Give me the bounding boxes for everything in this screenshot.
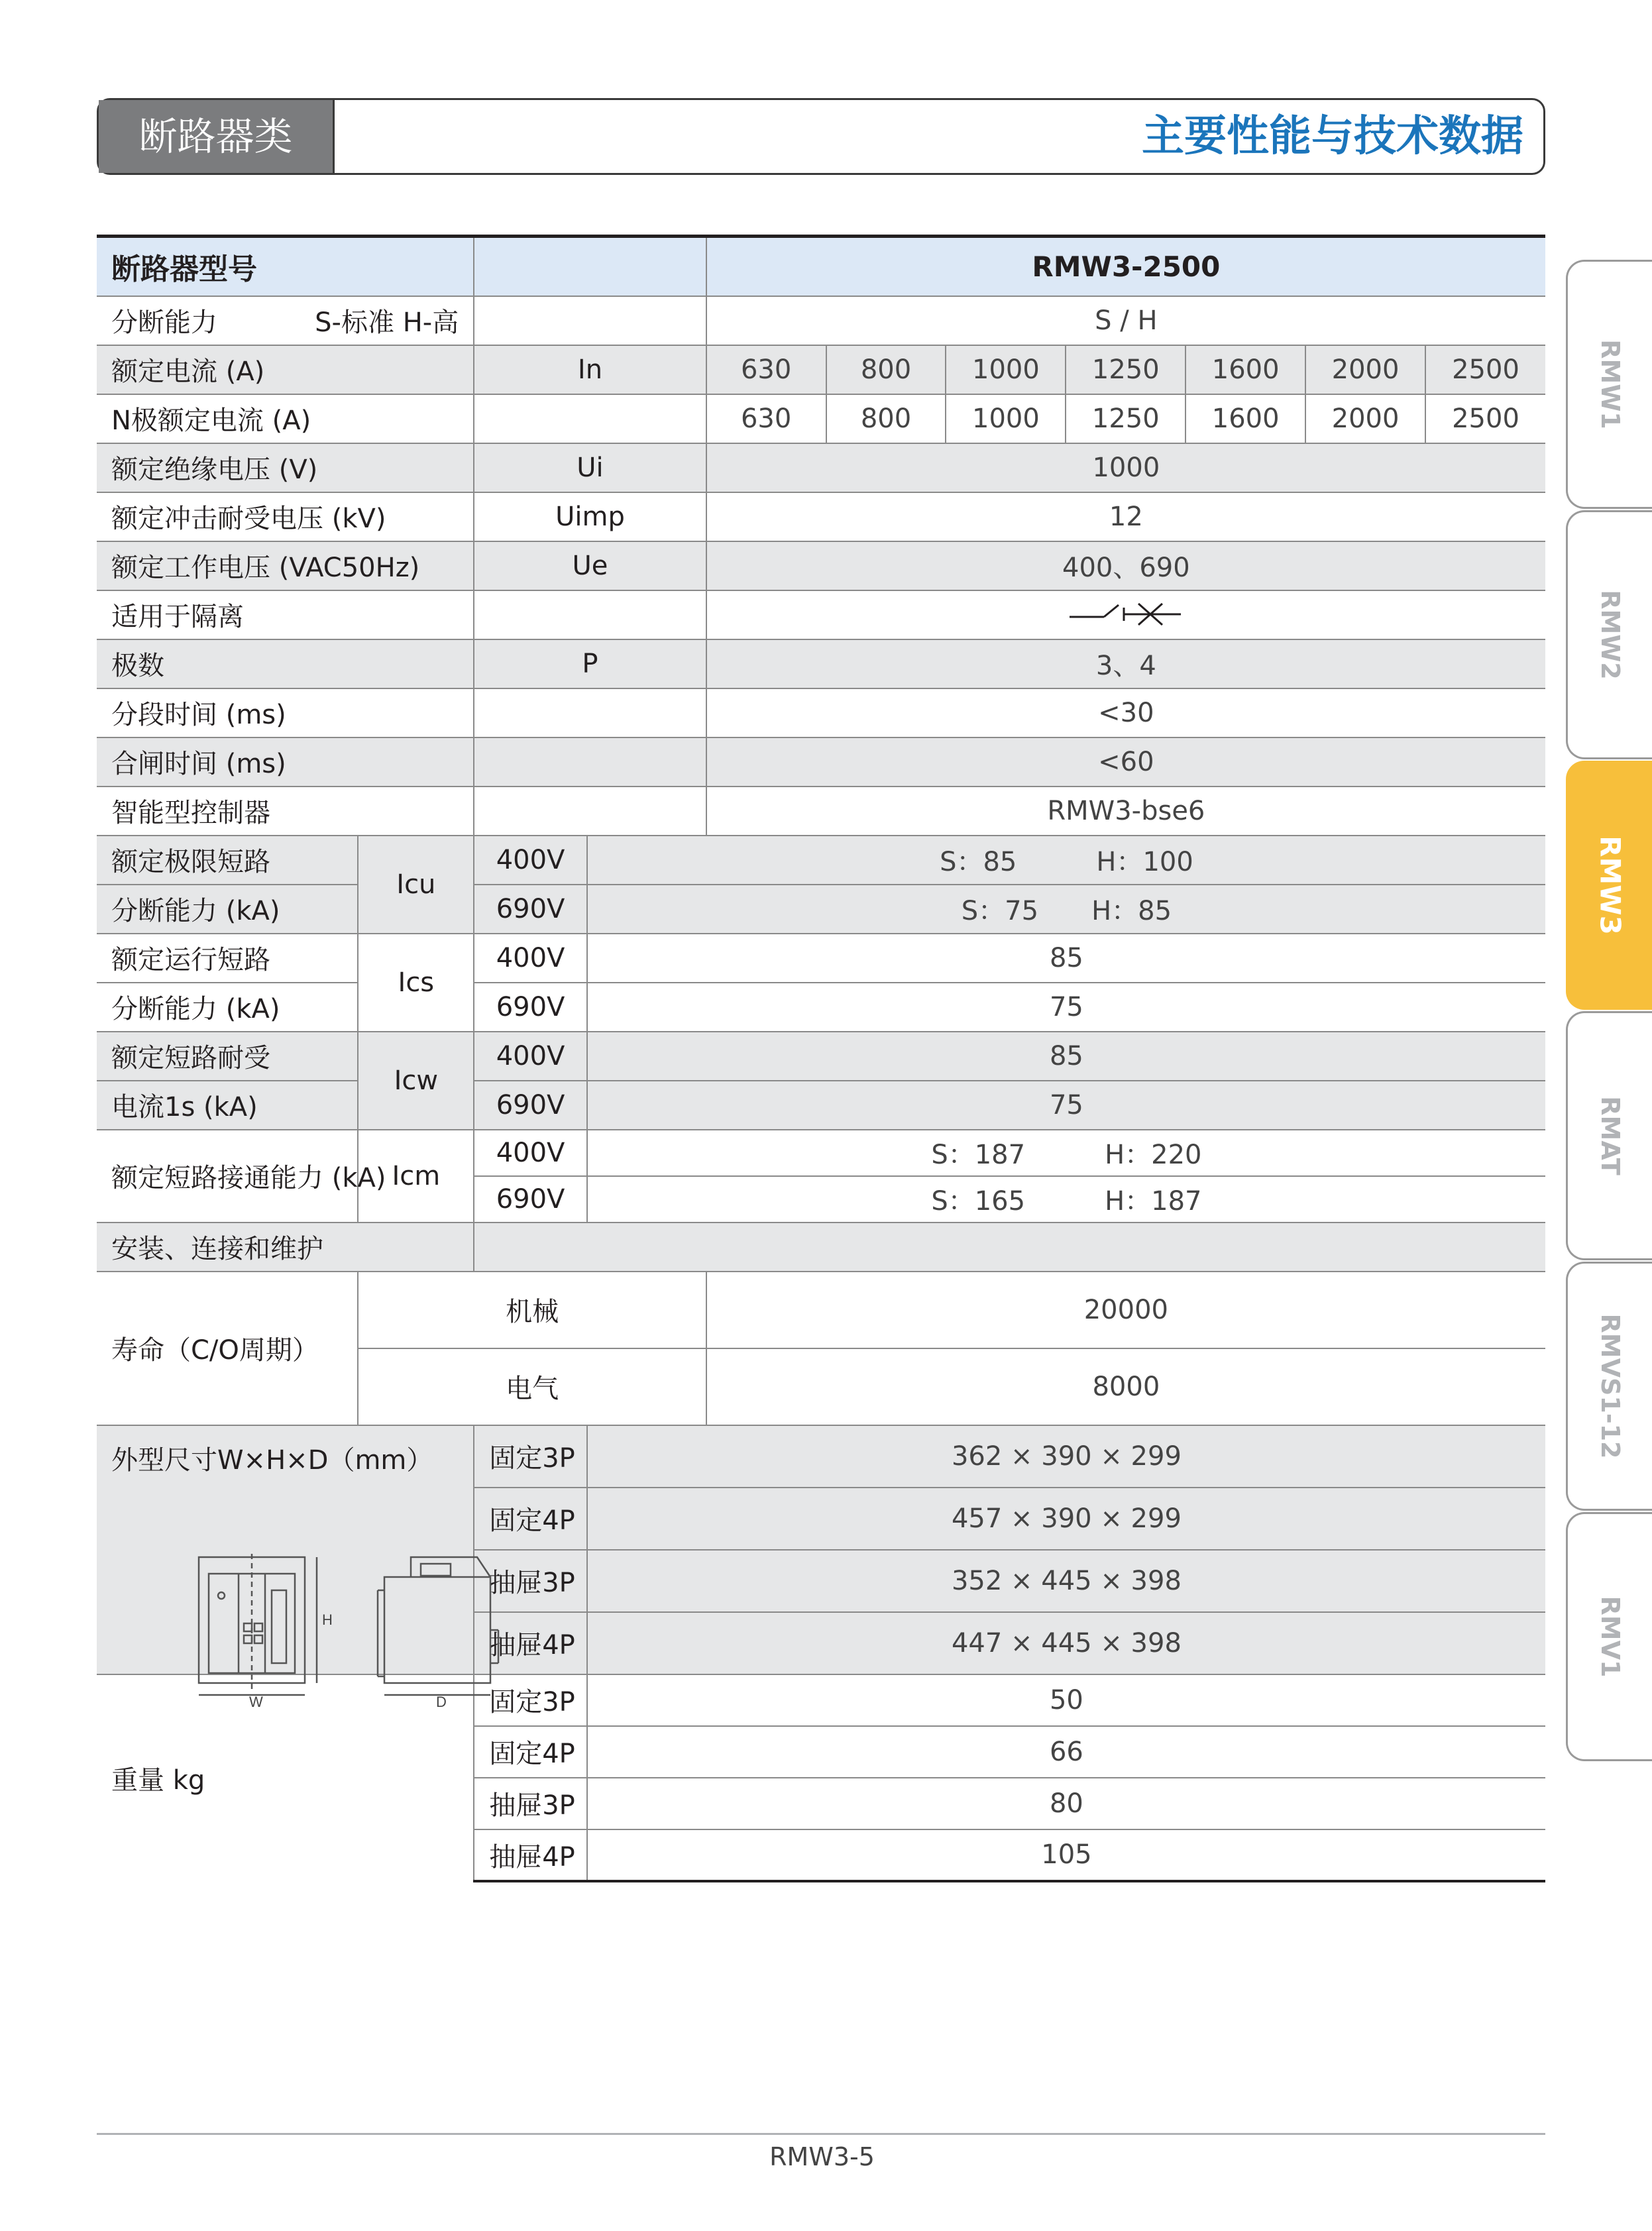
row-value: 12 xyxy=(706,492,1545,541)
voltage-label: 400V xyxy=(474,836,587,885)
row-label: 寿命（C/O周期） xyxy=(97,1272,358,1425)
current-value: 800 xyxy=(826,394,946,443)
row-label: 外型尺寸W×H×D（mm） xyxy=(111,1444,433,1476)
row-value: <30 xyxy=(706,688,1545,737)
row-value: 50 xyxy=(587,1674,1545,1726)
row-label: 适用于隔离 xyxy=(97,590,474,639)
width-label: W xyxy=(249,1694,263,1710)
voltage-label: 690V xyxy=(474,1176,587,1223)
row-value: 80 xyxy=(587,1778,1545,1829)
isolation-symbol-icon xyxy=(1070,598,1182,625)
row-label: 额定电流 (A) xyxy=(97,345,474,394)
row-label: 额定冲击耐受电压 (kV) xyxy=(97,492,474,541)
row-symbol: Uimp xyxy=(474,492,706,541)
voltage-label: 400V xyxy=(474,1130,587,1176)
table-row xyxy=(97,836,1545,885)
row-label: N极额定电流 (A) xyxy=(97,394,474,443)
table-row xyxy=(97,787,1545,836)
row-label: 分断能力 (kA) xyxy=(97,983,358,1032)
table-row xyxy=(97,541,1545,590)
row-value: S：187 H：220 xyxy=(587,1130,1545,1176)
row-value: 75 xyxy=(587,1081,1545,1130)
weight-type: 固定4P xyxy=(474,1726,587,1778)
table-row xyxy=(97,983,1545,1032)
row-label: 额定工作电压 (VAC50Hz) xyxy=(97,541,474,590)
row-value: 20000 xyxy=(706,1272,1545,1348)
row-value: <60 xyxy=(706,737,1545,787)
row-value: S：85 H：100 xyxy=(587,836,1545,885)
row-symbol: Icm xyxy=(358,1130,474,1223)
height-label: H xyxy=(322,1611,333,1628)
side-tab-rmvs1-12[interactable]: RMVS1-12 xyxy=(1566,1262,1652,1511)
row-label: 分段时间 (ms) xyxy=(97,688,474,737)
page-title: 主要性能与技术数据 xyxy=(1142,112,1523,161)
row-label: 分断能力 xyxy=(111,307,217,338)
side-tab-rmw3[interactable]: RMW3 xyxy=(1566,761,1652,1010)
current-value: 1000 xyxy=(946,345,1066,394)
life-mech-label: 机械 xyxy=(358,1272,706,1348)
row-label: 智能型控制器 xyxy=(97,787,474,836)
table-header-row xyxy=(97,237,1545,296)
table-row xyxy=(97,1032,1545,1081)
voltage-label: 690V xyxy=(474,1081,587,1130)
current-value: 2000 xyxy=(1305,394,1425,443)
row-label: 安装、连接和维护 xyxy=(97,1223,474,1272)
row-symbol: In xyxy=(474,345,706,394)
current-value: 2500 xyxy=(1425,345,1545,394)
weight-type: 抽屉4P xyxy=(474,1829,587,1881)
row-value: 447 × 445 × 398 xyxy=(587,1612,1545,1674)
page-header xyxy=(97,98,1545,175)
current-value: 1250 xyxy=(1066,394,1185,443)
row-symbol: Icu xyxy=(358,836,474,934)
row-value: 8000 xyxy=(706,1348,1545,1425)
row-value: 85 xyxy=(587,934,1545,983)
row-value: 1000 xyxy=(706,443,1545,492)
voltage-label: 690V xyxy=(474,885,587,934)
dimension-drawing xyxy=(186,1551,530,1710)
table-row xyxy=(97,1425,1545,1488)
row-value: 105 xyxy=(587,1829,1545,1881)
current-value: 630 xyxy=(706,394,826,443)
row-label: 额定运行短路 xyxy=(97,934,358,983)
weight-type: 抽屉3P xyxy=(474,1778,587,1829)
weight-type: 固定3P xyxy=(474,1674,587,1726)
table-row xyxy=(97,443,1545,492)
row-label: 重量 kg xyxy=(97,1674,474,1881)
life-elec-label: 电气 xyxy=(358,1348,706,1425)
current-value: 1600 xyxy=(1185,394,1305,443)
table-row xyxy=(97,1130,1545,1176)
table-row xyxy=(97,1223,1545,1272)
depth-label: D xyxy=(436,1694,447,1710)
row-label: 额定短路接通能力 (kA) xyxy=(97,1130,358,1223)
current-value: 800 xyxy=(826,345,946,394)
current-value: 1600 xyxy=(1185,345,1305,394)
dim-type: 抽屉4P xyxy=(474,1612,587,1674)
dim-type: 固定3P xyxy=(474,1425,587,1488)
model-label: 断路器型号 xyxy=(97,237,474,296)
row-label: 额定短路耐受 xyxy=(97,1032,358,1081)
side-tab-rmv1[interactable]: RMV1 xyxy=(1566,1512,1652,1761)
table-row xyxy=(97,590,1545,639)
dim-type: 固定4P xyxy=(474,1488,587,1550)
row-value: 457 × 390 × 299 xyxy=(587,1488,1545,1550)
row-value: 85 xyxy=(587,1032,1545,1081)
current-value: 2000 xyxy=(1305,345,1425,394)
row-label: 电流1s (kA) xyxy=(97,1081,358,1130)
row-value: S：165 H：187 xyxy=(587,1176,1545,1223)
row-value: 362 × 390 × 299 xyxy=(587,1425,1545,1488)
voltage-label: 400V xyxy=(474,1032,587,1081)
row-symbol: P xyxy=(474,639,706,688)
table-row xyxy=(97,1081,1545,1130)
model-name: RMW3-2500 xyxy=(706,237,1545,296)
row-label: 额定极限短路 xyxy=(97,836,358,885)
category-label: 断路器类 xyxy=(99,100,335,173)
row-value: 75 xyxy=(587,983,1545,1032)
row-label: 额定绝缘电压 (V) xyxy=(97,443,474,492)
current-value: 630 xyxy=(706,345,826,394)
breaking-types: S-标准 H-高 xyxy=(315,307,459,338)
row-value: S / H xyxy=(706,296,1545,345)
row-symbol: Ics xyxy=(358,934,474,1032)
row-symbol: Icw xyxy=(358,1032,474,1130)
table-row xyxy=(97,688,1545,737)
voltage-label: 400V xyxy=(474,934,587,983)
current-value: 2500 xyxy=(1425,394,1545,443)
row-label: 极数 xyxy=(97,639,474,688)
side-tab-rmw1[interactable]: RMW1 xyxy=(1566,260,1652,509)
row-label: 合闸时间 (ms) xyxy=(97,737,474,787)
table-row xyxy=(97,345,1545,394)
row-value: 66 xyxy=(587,1726,1545,1778)
side-tab-rmw2[interactable]: RMW2 xyxy=(1566,510,1652,759)
table-row xyxy=(97,1272,1545,1348)
row-label: 分断能力 (kA) xyxy=(97,885,358,934)
current-value: 1000 xyxy=(946,394,1066,443)
dim-type: 抽屉3P xyxy=(474,1550,587,1612)
row-value: 352 × 445 × 398 xyxy=(587,1550,1545,1612)
table-row xyxy=(97,737,1545,787)
row-value: S：75 H：85 xyxy=(587,885,1545,934)
row-value: RMW3-bse6 xyxy=(706,787,1545,836)
row-value: 3、4 xyxy=(706,639,1545,688)
side-tab-rmat[interactable]: RMAT xyxy=(1566,1011,1652,1260)
table-row xyxy=(97,639,1545,688)
row-value: 400、690 xyxy=(706,541,1545,590)
table-row xyxy=(97,934,1545,983)
table-row xyxy=(97,492,1545,541)
row-symbol: Ue xyxy=(474,541,706,590)
footer-divider xyxy=(97,2133,1545,2135)
table-row xyxy=(97,394,1545,443)
row-symbol: Ui xyxy=(474,443,706,492)
voltage-label: 690V xyxy=(474,983,587,1032)
table-row xyxy=(97,296,1545,345)
table-row xyxy=(97,885,1545,934)
page-number: RMW3-5 xyxy=(769,2142,875,2171)
current-value: 1250 xyxy=(1066,345,1185,394)
